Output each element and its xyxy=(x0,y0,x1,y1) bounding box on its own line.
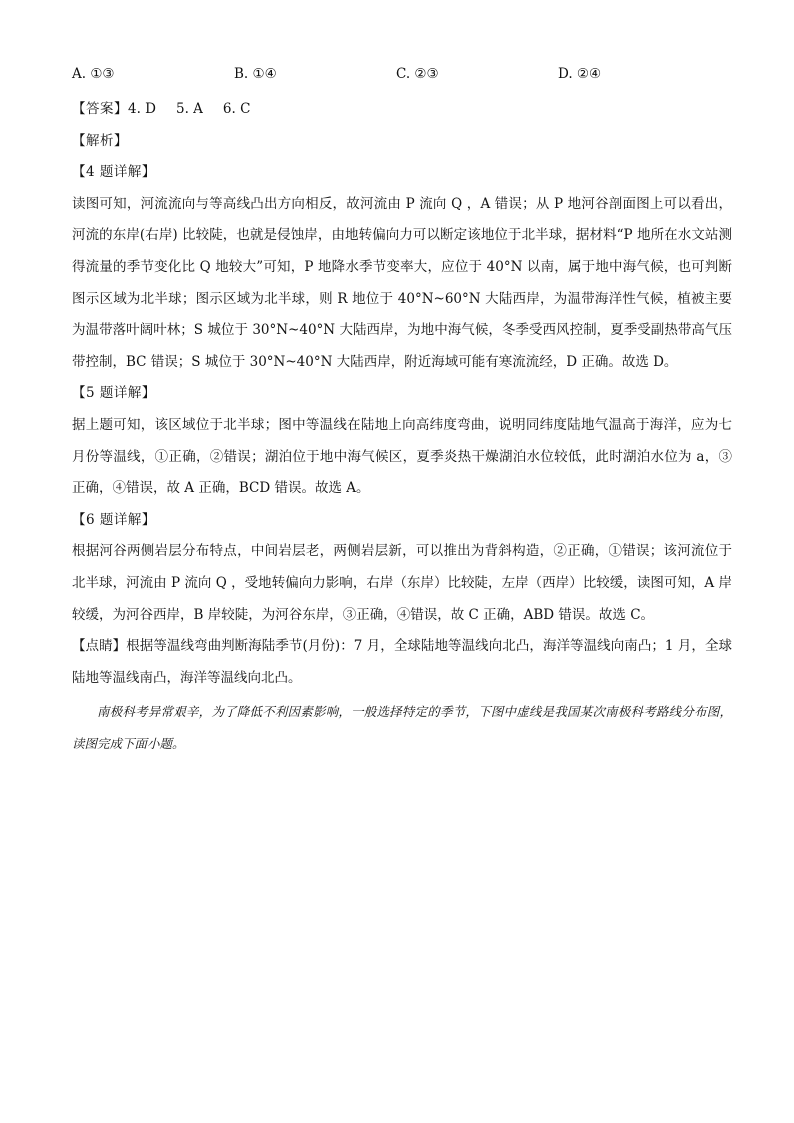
answer-value-5: 5. A xyxy=(176,101,203,117)
answer-line xyxy=(72,94,732,126)
answer-label: 【答案】 xyxy=(72,101,128,117)
tip-paragraph: 【点睛】根据等温线弯曲判断海陆季节(月份)：7 月，全球陆地等温线向北凸，海洋等温线向南凸；1 月，全球陆地等温线南凸，海洋等温线向北凸。 xyxy=(72,638,732,686)
option-a: A. ①③ xyxy=(72,66,115,82)
analysis-label: 【解析】 xyxy=(72,132,128,149)
q5-explanation: 据上题可知，该区域位于北半球；图中等温线在陆地上向高纬度弯曲，说明同纬度陆地气温高于海洋，应为七月份等温线，①正确，②错误；湖泊位于地中海气候区，夏季炎热干燥湖泊水位较低，此时湖泊水位为 a，③正确，④错误，故 A 正确，BCD 错误。故选 A。 xyxy=(72,416,732,497)
answer-value-4: 4. D xyxy=(128,101,156,117)
document-page xyxy=(72,62,732,759)
option-b: B. ①④ xyxy=(234,66,277,82)
q5-heading: 【5 题详解】 xyxy=(72,385,156,402)
option-c: C. ②③ xyxy=(396,66,439,82)
q6-explanation: 根据河谷两侧岩层分布特点，中间岩层老，两侧岩层新，可以推出为背斜构造，②正确，①错误；该河流位于北半球，河流由 P 流向 Q ，受地转偏向力影响，右岸（东岸）比较陡，左岸（西岸）比较缓，读图可知，A 岸较缓，为河谷西岸，B 岸较陡，为河谷东岸，③正确，④错误，故 C 正确，ABD 错误。故选 C。 xyxy=(72,543,732,623)
q4-heading: 【4 题详解】 xyxy=(72,164,156,181)
next-question-intro: 南极科考异常艰辛，为了降低不利因素影响，一般选择特定的季节，下图中虚线是我国某次南极科考路线分布图，读图完成下面小题。 xyxy=(72,704,732,751)
answer-options-row xyxy=(72,62,732,86)
option-d: D. ②④ xyxy=(558,66,602,82)
answer-value-6: 6. C xyxy=(222,101,251,117)
q6-heading: 【6 题详解】 xyxy=(72,511,156,528)
q4-explanation: 读图可知，河流流向与等高线凸出方向相反，故河流由 P 流向 Q ，A 错误；从 P 地河谷剖面图上可以看出，河流的东岸(右岸) 比较陡，也就是侵蚀岸，由地转偏向力可以断定该地位于北半球，据材料“P 地所在水文站测得流量的季节变化比 Q 地较大”可知，P 地降水季节变率大，应位于 40°N 以南，属于地中海气候，也可判断图示区域为北半球；图示区域为北半球，则 R 地位于 40°N~60°N 大陆西岸，为温带海洋性气候，植被主要为温带落叶阔叶林；S 城位于 30°N~40°N 大陆西岸，为地中海气候，冬季受西风控制，夏季受副热带高气压带控制，BC 错误；S 城位于 30°N~40°N 大陆西岸，附近海域可能有寒流流经，D 正确。故选 D。 xyxy=(72,195,732,370)
